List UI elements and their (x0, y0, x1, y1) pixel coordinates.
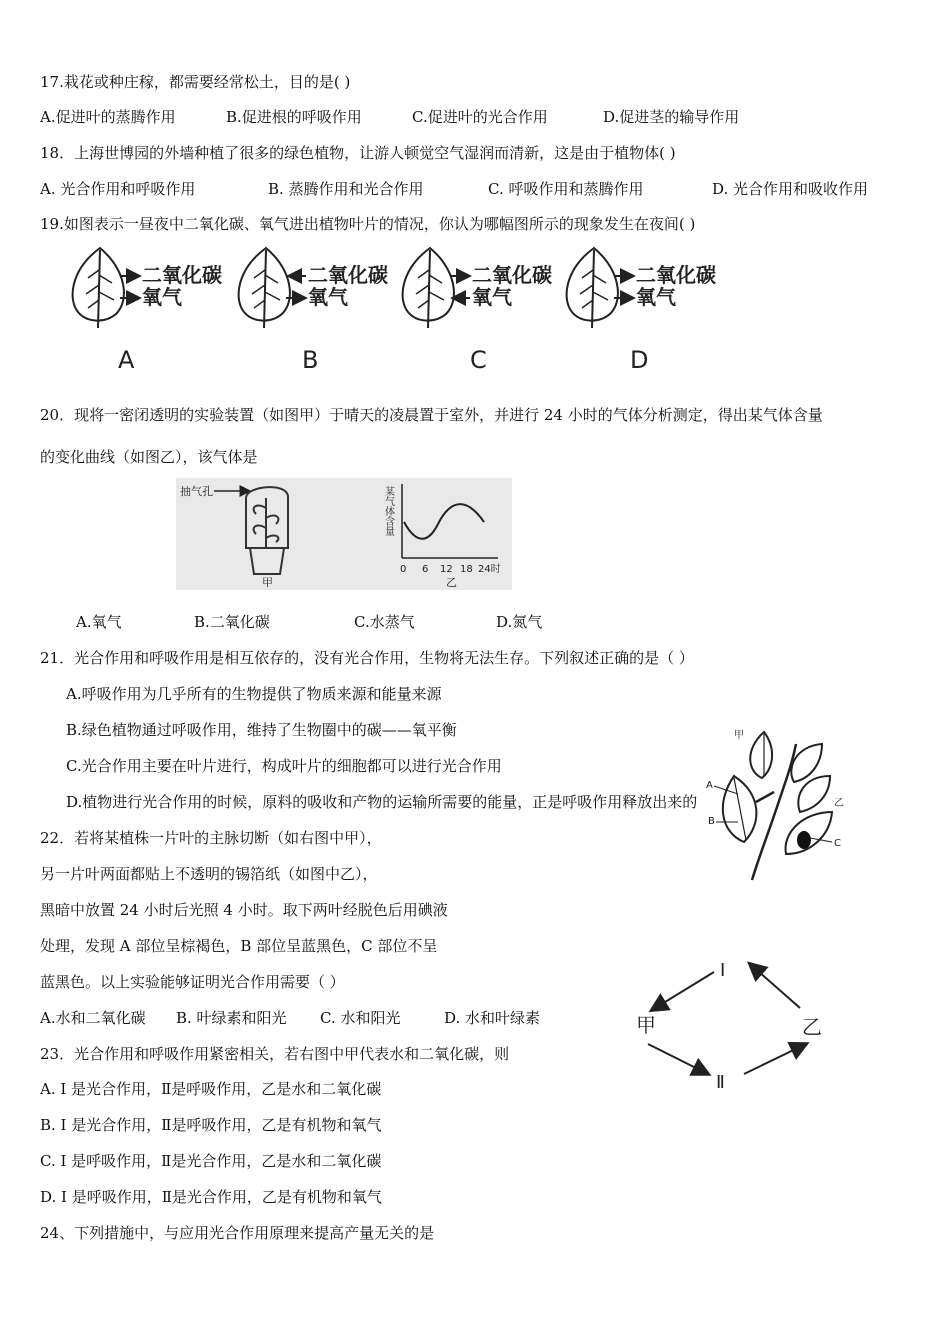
q18-option-c: C. 呼吸作用和蒸腾作用 (488, 180, 644, 198)
q20-option-c: C.水蒸气 (354, 613, 415, 631)
q22-option-b: B. 叶绿素和阳光 (176, 1009, 287, 1027)
q23-option-b: B. Ⅰ 是光合作用，Ⅱ是呼吸作用，乙是有机物和氧气 (40, 1116, 382, 1134)
q22-option-d: D. 水和叶绿素 (444, 1009, 541, 1027)
q22-fig-label-c: C (834, 838, 841, 849)
q21-option-c: C.光合作用主要在叶片进行，构成叶片的细胞都可以进行光合作用 (66, 757, 502, 775)
q24-stem: 24、下列措施中，与应用光合作用原理来提高产量无关的是 (40, 1224, 435, 1242)
q21-option-d: D.植物进行光合作用的时候，原料的吸收和产物的运输所需要的能量，正是呼吸作用释放出来的 (66, 793, 698, 811)
q22-fig-label-jia: 甲 (734, 730, 744, 741)
q23-node-i: Ⅰ (720, 960, 726, 981)
q22-fig-label-b: B (708, 816, 715, 827)
q22-option-a: A.水和二氧化碳 (40, 1009, 146, 1027)
q23-node-yi: 乙 (802, 1015, 822, 1039)
q23-node-ii: Ⅱ (716, 1072, 725, 1092)
q23-node-jia: 甲 (636, 1013, 656, 1037)
q22-line-2: 另一片叶两面都贴上不透明的锡箔纸（如图中乙）， (40, 865, 378, 883)
q23-option-a: A. Ⅰ 是光合作用，Ⅱ是呼吸作用，乙是水和二氧化碳 (40, 1080, 382, 1098)
q20-option-a: A.氧气 (76, 613, 122, 631)
q20-xtick-0: 0 (400, 564, 407, 575)
q23-stem: 23．光合作用和呼吸作用紧密相关，若右图中甲代表水和二氧化碳，则 (40, 1045, 510, 1063)
q20-xtick-4: 24时 (478, 564, 501, 575)
q17-option-c: C.促进叶的光合作用 (412, 108, 548, 126)
q22-branch-figure (704, 724, 854, 884)
q22-line-5: 蓝黑色。以上实验能够证明光合作用需要（ ） (40, 973, 345, 991)
q22-fig-label-a: A (706, 780, 713, 791)
q19-d-label: D (630, 346, 649, 374)
q19-b-label: B (302, 346, 319, 374)
q19-a-gas1: 二氧化碳 (142, 263, 222, 287)
q19-d-gas1: 二氧化碳 (636, 263, 716, 287)
q19-a-gas2: 氧气 (142, 285, 182, 309)
q22-option-c: C. 水和阳光 (320, 1009, 401, 1027)
q19-panel-d (567, 248, 716, 374)
q20-option-b: B.二氧化碳 (194, 613, 270, 631)
q19-stem: 19.如图表示一昼夜中二氧化碳、氧气进出植物叶片的情况，你认为哪幅图所示的现象发生在夜间( ) (40, 215, 696, 233)
q22-fig-label-yi: 乙 (834, 798, 844, 809)
q20-apparatus-figure (176, 478, 512, 590)
leaf-icon (786, 812, 832, 854)
q19-panel-b (239, 248, 388, 374)
q18-option-a: A. 光合作用和呼吸作用 (40, 180, 196, 198)
q17-option-a: A.促进叶的蒸腾作用 (40, 108, 176, 126)
q21-option-a: A.呼吸作用为几乎所有的生物提供了物质来源和能量来源 (66, 685, 442, 703)
q19-a-label: A (118, 346, 135, 374)
q21-option-b: B.绿色植物通过呼吸作用，维持了生物圈中的碳——氧平衡 (66, 721, 457, 739)
q22-line-3: 黑暗中放置 24 小时后光照 4 小时。取下两叶经脱色后用碘液 (40, 901, 448, 919)
leaf-icon (750, 732, 772, 778)
q20-label-jia: 甲 (262, 576, 273, 589)
q22-line-1: 22．若将某植株一片叶的主脉切断（如右图中甲）， (40, 829, 382, 847)
foil-patch (797, 831, 811, 849)
q22-line-4: 处理，发现 A 部位呈棕褐色，B 部位呈蓝黑色，C 部位不呈 (40, 937, 438, 955)
q19-panel-a (73, 248, 222, 374)
q19-b-gas2: 氧气 (308, 285, 348, 309)
q18-option-b: B. 蒸腾作用和光合作用 (268, 180, 424, 198)
q19-leaf-figure (60, 240, 740, 380)
q23-option-d: D. Ⅰ 是呼吸作用，Ⅱ是光合作用，乙是有机物和氧气 (40, 1188, 382, 1206)
q23-cycle-figure (630, 952, 840, 1092)
branch-stem (752, 744, 796, 880)
q23-option-c: C. Ⅰ 是呼吸作用，Ⅱ是光合作用，乙是水和二氧化碳 (40, 1152, 382, 1170)
q19-panel-c (403, 248, 552, 374)
q17-stem: 17.栽花或种庄稼，都需要经常松土，目的是( ) (40, 73, 351, 91)
q20-label-yi: 乙 (446, 576, 457, 589)
leaf-icon (798, 776, 830, 812)
q20-ylabel: 某气体含量 (382, 486, 394, 536)
q20-option-d: D.氮气 (496, 613, 543, 631)
q17-option-b: B.促进根的呼吸作用 (226, 108, 362, 126)
q19-c-label: C (470, 346, 487, 374)
q18-stem: 18．上海世博园的外墙种植了很多的绿色植物，让游人顿觉空气湿润而清新，这是由于植物体( ) (40, 144, 676, 162)
q20-stem-line2: 的变化曲线（如图乙），该气体是 (40, 448, 258, 466)
q20-xtick-2: 12 (440, 564, 453, 575)
q21-stem: 21．光合作用和呼吸作用是相互依存的，没有光合作用，生物将无法生存。下列叙述正确的是（ ） (40, 649, 694, 667)
q19-b-gas1: 二氧化碳 (308, 263, 388, 287)
q19-d-gas2: 氧气 (636, 285, 676, 309)
q20-xtick-3: 18 (460, 564, 473, 575)
q19-c-gas1: 二氧化碳 (472, 263, 552, 287)
q20-xtick-1: 6 (422, 564, 429, 575)
q18-option-d: D. 光合作用和吸收作用 (712, 180, 869, 198)
q19-c-gas2: 氧气 (472, 285, 512, 309)
q17-option-d: D.促进茎的输导作用 (603, 108, 740, 126)
q20-stem-line1: 20．现将一密闭透明的实验装置（如图甲）于晴天的凌晨置于室外，并进行 24 小时的气体分析测定，得出某气体含量 (40, 406, 823, 424)
q20-hole-label: 抽气孔 (180, 485, 213, 498)
